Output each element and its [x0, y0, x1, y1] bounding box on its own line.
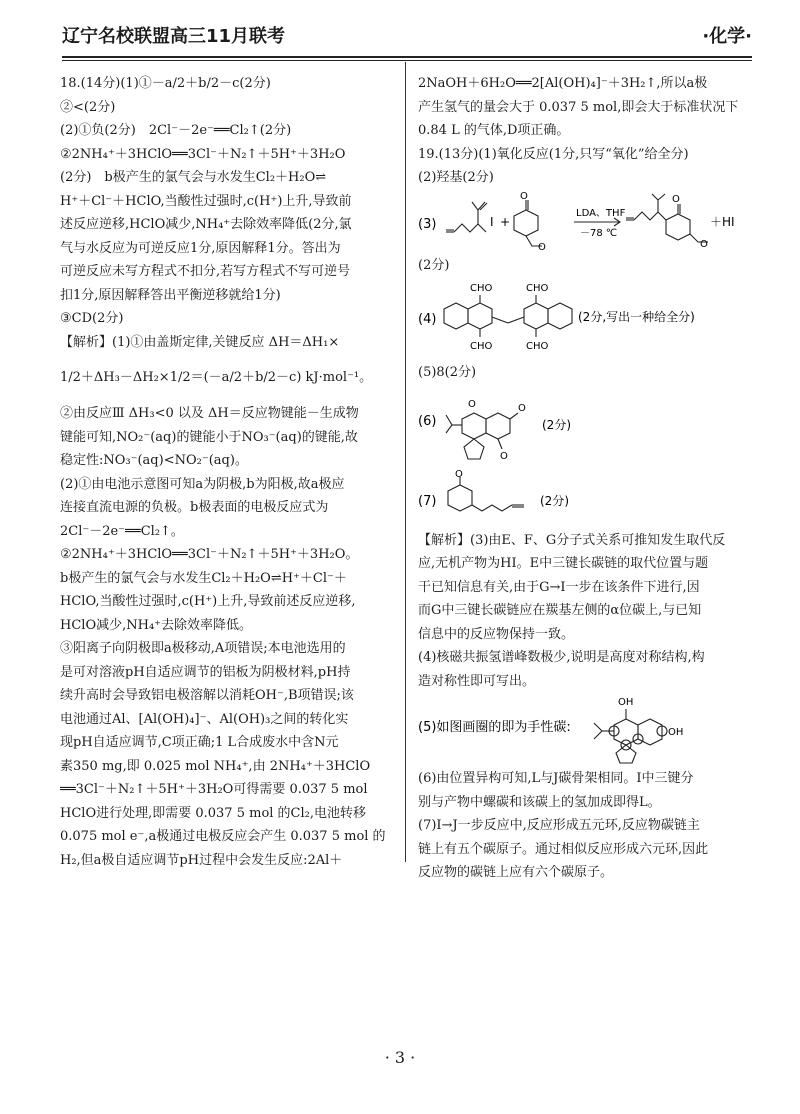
q7-label: (7): [418, 493, 437, 509]
text-line: H⁺＋Cl⁻＋HClO,当酸性过强时,c(H⁺)上升,导致前: [60, 193, 352, 209]
q5-expl-text: (5)如图画圈的即为手性碳:: [418, 720, 571, 735]
text-line: b极产生的氯气会与水发生Cl₂＋H₂O⇌H⁺＋Cl⁻＋: [60, 570, 347, 586]
header-rule-thin: [62, 60, 752, 61]
text-line: 干已知信息有关,由于G→I一步在该条件下进行,因: [418, 579, 700, 595]
text-line: ══3Cl⁻＋N₂↑＋5H⁺＋3H₂O可得需要 0.037 5 mol: [60, 782, 368, 797]
text-line: HClO进行处理,即需要 0.037 5 mol 的Cl₂,电池转移: [60, 805, 367, 821]
text-line: ③CD(2分): [60, 311, 124, 326]
text-line: 0.84 L 的气体,D项正确。: [418, 123, 570, 138]
q4-label: (4): [418, 312, 437, 327]
page-number: · 3 ·: [384, 1048, 416, 1067]
text-line: 2Cl⁻－2e⁻══Cl₂↑。: [60, 523, 184, 539]
column-divider: [405, 62, 406, 862]
text-line: 现pH自适应调节,C项正确;1 L合成废水中含N元: [60, 735, 339, 750]
analysis-line: 【解析】(1)①由盖斯定律,关键反应 ΔH＝ΔH₁×: [60, 334, 340, 350]
text-line: ②<(2分): [60, 99, 116, 115]
cho-label: CHO: [470, 283, 493, 294]
product-o: O: [672, 193, 680, 205]
text-line: 反应物的碳链上应有六个碳原子。: [418, 865, 614, 880]
text-line: 而G中三键长碳链应在羰基左侧的α位碳上,与已知: [418, 603, 702, 618]
text-line: 可逆反应未写方程式不扣分,若写方程式不写可逆号: [60, 264, 351, 279]
product-ether-o: O: [700, 238, 708, 250]
q3-label: (3): [418, 216, 437, 232]
text-line: 19.(13分)(1)氧化反应(1分,只写“氧化”给全分): [418, 146, 689, 162]
text-line: 电池通过Al、[Al(OH)₄]⁻、Al(OH)₃之间的转化实: [60, 711, 349, 727]
text-line: 续升高时会导致铝电极溶解以消耗OH⁻,B项错误;该: [60, 688, 354, 703]
text-line: 信息中的反应物保持一致。: [418, 626, 575, 642]
cho-label: CHO: [470, 341, 493, 352]
analysis-line: 【解析】(3)由E、F、G分子式关系可推知发生取代反: [418, 532, 726, 548]
text-line: 0.075 mol e⁻,a极通过电极反应会产生 0.037 5 mol 的: [60, 829, 386, 844]
ether-o: O: [518, 402, 526, 414]
ketone-o: O: [455, 468, 463, 480]
text-line: 链上有五个碳原子。通过相似反应形成六元环,因此: [418, 841, 709, 857]
text-line: (5)8(2分): [418, 365, 477, 380]
right-column: [418, 72, 752, 885]
text-line: (7)I→J一步反应中,反应形成五元环,反应物碳链主: [418, 818, 700, 833]
iodine-label: I: [490, 214, 494, 229]
plus-sign: +: [500, 214, 511, 229]
text-line: 是可对溶液pH自适应调节的铝板为阴极材料,pH持: [60, 664, 351, 680]
left-column: [60, 72, 392, 872]
reaction-scheme-q3: [418, 190, 752, 254]
ketone-o: O: [520, 190, 528, 202]
text-line: 应,无机产物为HI。E中三键长碳链的取代位置与题: [418, 556, 709, 571]
chiral-carbon-diagram: [418, 693, 752, 767]
q6-score: (2分): [542, 417, 571, 432]
text-line: 稳定性:NO₃⁻(aq)<NO₂⁻(aq)。: [60, 453, 248, 468]
header-rule: [62, 56, 752, 58]
text-line: ②2NH₄⁺＋3HClO══3Cl⁻＋N₂↑＋5H⁺＋3H₂O: [60, 146, 346, 162]
q4-score: (2分,写出一种给全分): [578, 310, 695, 324]
hi-product: ＋HI: [710, 214, 735, 229]
text-line: 连接直流电源的负极。b极表面的电极反应式为: [60, 500, 329, 515]
page-header: [62, 14, 752, 54]
text-line: 造对称性即可写出。: [418, 673, 536, 689]
oh-label: OH: [618, 697, 634, 708]
ketone-o: O: [468, 398, 476, 410]
text-line: 素350 mg,即 0.025 mol NH₄⁺,由 2NH₄⁺＋3HClO: [60, 758, 371, 774]
q7-score: (2分): [540, 493, 569, 508]
molecule-q7: [418, 469, 752, 529]
cho-label: CHO: [526, 283, 549, 294]
text-line: 18.(14分)(1)①－a/2＋b/2－c(2分): [60, 76, 271, 91]
text-line: (2)①负(2分) 2Cl⁻－2e⁻══Cl₂↑(2分): [60, 123, 292, 138]
text-line: 产生氢气的量会大于 0.037 5 mol,即会大于标准状况下: [418, 99, 739, 115]
q6-label: (6): [418, 413, 437, 429]
text-line: 别与产物中螺碳和该碳上的氢加成即得L。: [418, 794, 661, 810]
text-line: 气与水反应为可逆反应1分,原因解释1分。答出为: [60, 240, 341, 256]
text-line: HClO,当酸性过强时,c(H⁺)上升,导致前述反应逆移,: [60, 594, 356, 609]
text-line: HClO减少,NH₄⁺去除效率降低。: [60, 617, 253, 633]
subject-label: ·化学·: [702, 26, 752, 47]
text-line: ③阳离子向阴极即a极移动,A项错误;本电池选用的: [60, 641, 346, 656]
text-line: (2分) b极产生的氯气会与水发生Cl₂＋H₂O⇌: [60, 170, 327, 185]
oh-label: OH: [668, 727, 684, 738]
text-line: 扣1分,原因解释答出平衡逆移就给1分): [60, 287, 281, 303]
text-line: ②由反应Ⅲ ΔH₃<0 以及 ΔH＝反应物键能－生成物: [60, 406, 359, 421]
ether-o: O: [500, 450, 508, 462]
text-line: ②2NH₄⁺＋3HClO══3Cl⁻＋N₂↑＋5H⁺＋3H₂O。: [60, 547, 359, 562]
ether-o: O: [538, 241, 546, 253]
text-line: (4)核磁共振氢谱峰数极少,说明是高度对称结构,构: [418, 650, 705, 665]
text-line: (2)羟基(2分): [418, 170, 494, 185]
molecule-q6: [418, 385, 752, 469]
text-line: (2分): [418, 257, 450, 273]
text-line: 述反应逆移,HClO减少,NH₄⁺去除效率降低(2分,氯: [60, 217, 352, 232]
cho-label: CHO: [526, 341, 549, 352]
reagent-bottom: －78 ℃: [580, 227, 618, 239]
exam-title: 辽宁名校联盟高三11月联考: [62, 26, 286, 47]
reagent-top: LDA、THF: [576, 207, 626, 219]
text-line: (2)①由电池示意图可知a为阴极,b为阳极,故a极应: [60, 476, 345, 492]
text-line: H₂,但a极自适应调节pH过程中会发生反应:2Al＋: [60, 852, 343, 868]
text-line: (6)由位置异构可知,L与J碳骨架相同。I中三键分: [418, 771, 694, 786]
text-line: 2NaOH＋6H₂O══2[Al(OH)₄]⁻＋3H₂↑,所以a极: [418, 76, 708, 91]
text-line: 键能可知,NO₂⁻(aq)的键能小于NO₃⁻(aq)的键能,故: [60, 429, 358, 445]
equation-line: 1/2＋ΔH₃－ΔH₂×1/2＝(－a/2＋b/2－c) kJ·mol⁻¹。: [60, 370, 373, 385]
molecule-q4: [418, 277, 752, 361]
